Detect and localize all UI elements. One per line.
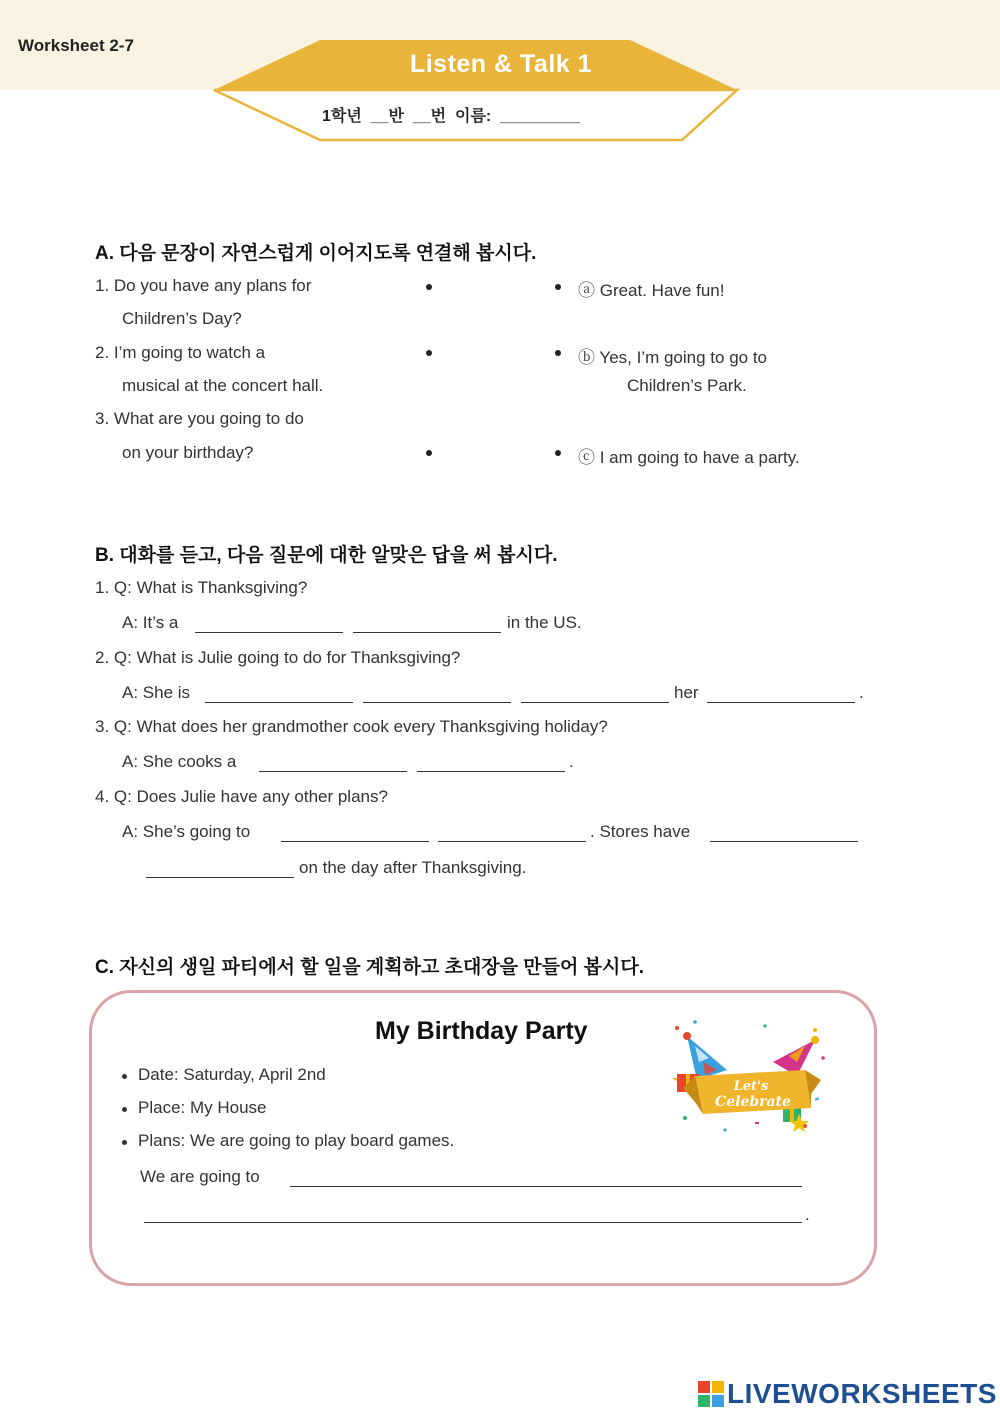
- answer-4-blank-1[interactable]: [281, 841, 429, 842]
- answer-2-mid: her: [674, 683, 699, 702]
- match-left-dot-3[interactable]: [426, 450, 432, 456]
- answer-4-blank-4[interactable]: [146, 877, 294, 878]
- celebrate-ribbon: [683, 1070, 821, 1114]
- liveworksheets-logo-icon: [697, 1378, 725, 1410]
- section-a-heading: A. 다음 문장이 자연스럽게 이어지도록 연결해 봅시다.: [95, 243, 537, 264]
- question-2: 2. Q: What is Julie going to do for Thanksgiving?: [95, 648, 461, 667]
- match-right-b-line2: Children’s Park.: [627, 376, 747, 395]
- match-right-a: ⓐ Great. Have fun!: [578, 281, 725, 300]
- student-info-line: 1학년 __반 __번 이름: _________: [322, 108, 581, 125]
- plans-blank-1[interactable]: [290, 1186, 802, 1187]
- answer-3-blank-1[interactable]: [259, 771, 407, 772]
- answer-3-blank-2[interactable]: [417, 771, 565, 772]
- plans-blank-2[interactable]: [144, 1222, 802, 1223]
- match-left-1-line2: Children’s Day?: [122, 309, 242, 328]
- answer-2-blank-1[interactable]: [205, 702, 353, 703]
- match-right-c: ⓒ I am going to have a party.: [578, 448, 800, 467]
- question-3: 3. Q: What does her grandmother cook every Thanksgiving holiday?: [95, 717, 608, 736]
- match-left-3-line2: on your birthday?: [122, 443, 254, 462]
- party-hat-left: [683, 1032, 727, 1080]
- match-left-2-line1: 2. I’m going to watch a: [95, 343, 266, 362]
- invitation-title: My Birthday Party: [375, 1017, 588, 1045]
- answer-4-start: A: She’s going to: [122, 822, 251, 841]
- answer-2-blank-2[interactable]: [363, 702, 511, 703]
- match-right-dot-a[interactable]: [555, 284, 561, 290]
- plans-prompt: We are going to: [140, 1167, 260, 1186]
- celebrate-illustration: [665, 1018, 830, 1138]
- party-date: Date: Saturday, April 2nd: [138, 1065, 326, 1084]
- match-left-3-line1: 3. What are you going to do: [95, 409, 304, 428]
- question-1: 1. Q: What is Thanksgiving?: [95, 578, 308, 597]
- answer-1-blank-2[interactable]: [353, 632, 501, 633]
- answer-1-blank-1[interactable]: [195, 632, 343, 633]
- question-4: 4. Q: Does Julie have any other plans?: [95, 787, 388, 806]
- worksheet-label: Worksheet 2-7: [18, 36, 134, 55]
- answer-4-end: on the day after Thanksgiving.: [299, 858, 527, 877]
- party-plans: Plans: We are going to play board games.: [138, 1131, 455, 1150]
- answer-2-end: .: [859, 683, 864, 702]
- ribbon-text-lets: Let's: [733, 1079, 769, 1094]
- liveworksheets-brand[interactable]: LIVEWORKSHEETS: [727, 1378, 997, 1409]
- match-left-1-line1: 1. Do you have any plans for: [95, 276, 312, 295]
- answer-3-start: A: She cooks a: [122, 752, 237, 771]
- party-place: Place: My House: [138, 1098, 267, 1117]
- match-left-dot-2[interactable]: [426, 350, 432, 356]
- section-b-heading: B. 대화를 듣고, 다음 질문에 대한 알맞은 답을 써 봅시다.: [95, 545, 558, 566]
- bullet-dot: [122, 1140, 127, 1145]
- bullet-dot: [122, 1107, 127, 1112]
- answer-4-blank-2[interactable]: [438, 841, 586, 842]
- match-right-dot-c[interactable]: [555, 450, 561, 456]
- answer-4-mid: . Stores have: [590, 822, 691, 841]
- bullet-dot: [122, 1074, 127, 1079]
- match-left-dot-1[interactable]: [426, 284, 432, 290]
- answer-3-end: .: [569, 752, 574, 771]
- match-right-dot-b[interactable]: [555, 350, 561, 356]
- worksheet-title: Listen & Talk 1: [409, 50, 593, 78]
- plans-end-mark: .: [805, 1205, 810, 1224]
- answer-1-end: in the US.: [507, 613, 582, 632]
- answer-2-blank-4[interactable]: [707, 702, 855, 703]
- answer-1-start: A: It’s a: [122, 613, 179, 632]
- match-right-b-line1: ⓑ Yes, I’m going to go to: [578, 348, 768, 367]
- answer-4-blank-3[interactable]: [710, 841, 858, 842]
- answer-2-blank-3[interactable]: [521, 702, 669, 703]
- answer-2-start: A: She is: [122, 683, 191, 702]
- section-c-heading: C. 자신의 생일 파티에서 할 일을 계획하고 초대장을 만들어 봅시다.: [95, 957, 644, 978]
- ribbon-text-celebrate: Celebrate: [715, 1094, 791, 1110]
- party-hat-right: [773, 1036, 819, 1076]
- match-left-2-line2: musical at the concert hall.: [122, 376, 324, 395]
